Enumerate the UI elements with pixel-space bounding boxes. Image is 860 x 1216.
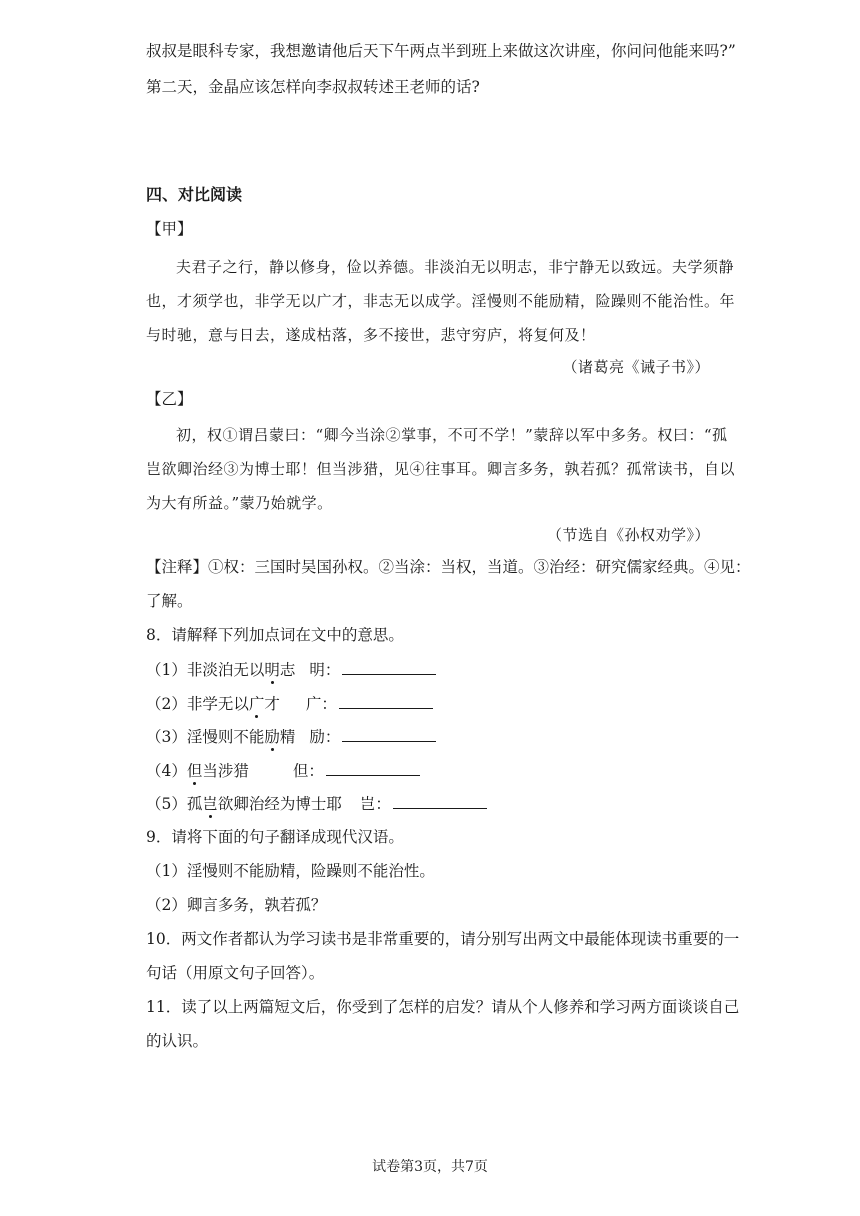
yi-text-line-1: 初，权①谓吕蒙曰：“卿今当涂②掌事，不可不学！”蒙辞以军中多务。权曰：“孤 <box>176 426 728 444</box>
yi-text-line-2: 岂欲卿治经③为博士耶！但当涉猎，见④往事耳。卿言多务，孰若孤？孤常读书，自以 <box>146 460 736 478</box>
section-title: 四、对比阅读 <box>146 185 243 204</box>
answer-blank[interactable] <box>342 658 436 675</box>
note-line-2: 了解。 <box>146 592 193 610</box>
jia-source: （诸葛亮《诫子书》） <box>562 358 710 376</box>
emphasis-dot-char: 励 <box>264 728 280 746</box>
q11-line-1: 11．读了以上两篇短文后，你受到了怎样的启发？请从个人修养和学习两方面谈谈自己 <box>146 998 740 1016</box>
answer-blank[interactable] <box>339 692 433 709</box>
yi-text-line-3: 为大有所益。”蒙乃始就学。 <box>146 494 333 512</box>
q9-item: （2）卿言多务，孰若孤？ <box>146 896 327 914</box>
q8-item: （3）淫慢则不能励精 励： <box>146 725 730 748</box>
emphasis-dot-char: 广 <box>248 695 265 713</box>
jia-text-line-1: 夫君子之行，静以修身，俭以养德。非淡泊无以明志，非宁静无以致远。夫学须静 <box>176 258 735 276</box>
emphasis-dot-char: 岂 <box>202 795 218 813</box>
jia-text-line-2: 也，才须学也，非学无以广才，非志无以成学。淫慢则不能励精，险躁则不能治性。年 <box>146 292 736 310</box>
q8-item: （5）孤岂欲卿治经为博士耶 岂： <box>146 792 730 815</box>
q11-line-2: 的认识。 <box>146 1032 209 1050</box>
answer-blank[interactable] <box>326 759 420 776</box>
q9-stem: 9．请将下面的句子翻译成现代汉语。 <box>146 828 404 846</box>
answer-blank[interactable] <box>342 725 436 742</box>
jia-label: 【甲】 <box>146 220 193 238</box>
jia-text-line-3: 与时驰，意与日去，遂成枯落，多不接世，悲守穷庐，将复何及！ <box>146 326 596 344</box>
page-footer: 试卷第3页，共7页 <box>372 1159 488 1175</box>
q8-item: （1）非淡泊无以明志 明： <box>146 658 730 681</box>
emphasis-dot-char: 明 <box>264 661 280 679</box>
answer-blank[interactable] <box>393 792 487 809</box>
q9-item: （1）淫慢则不能励精，险躁则不能治性。 <box>146 862 435 880</box>
q10-line-1: 10．两文作者都认为学习读书是非常重要的，请分别写出两文中最能体现读书重要的一 <box>146 930 740 948</box>
yi-label: 【乙】 <box>146 390 193 408</box>
note-line-1: 【注释】①权：三国时吴国孙权。②当涂：当权，当道。③治经：研究儒家经典。④见： <box>146 558 751 576</box>
intro-line-2: 第二天，金晶应该怎样向李叔叔转述王老师的话? <box>146 78 480 96</box>
intro-line-1: 叔叔是眼科专家，我想邀请他后天下午两点半到班上来做这次讲座，你问问他能来吗?” <box>146 42 736 60</box>
q8-item: （2）非学无以广才 广： <box>146 692 730 715</box>
q10-line-2: 句话（用原文句子回答）。 <box>146 964 325 982</box>
yi-source: （节选自《孙权劝学》） <box>546 526 710 544</box>
emphasis-dot-char: 但 <box>186 762 203 780</box>
q8-item: （4）但当涉猎 但： <box>146 759 730 782</box>
q8-stem: 8．请解释下列加点词在文中的意思。 <box>146 626 404 644</box>
